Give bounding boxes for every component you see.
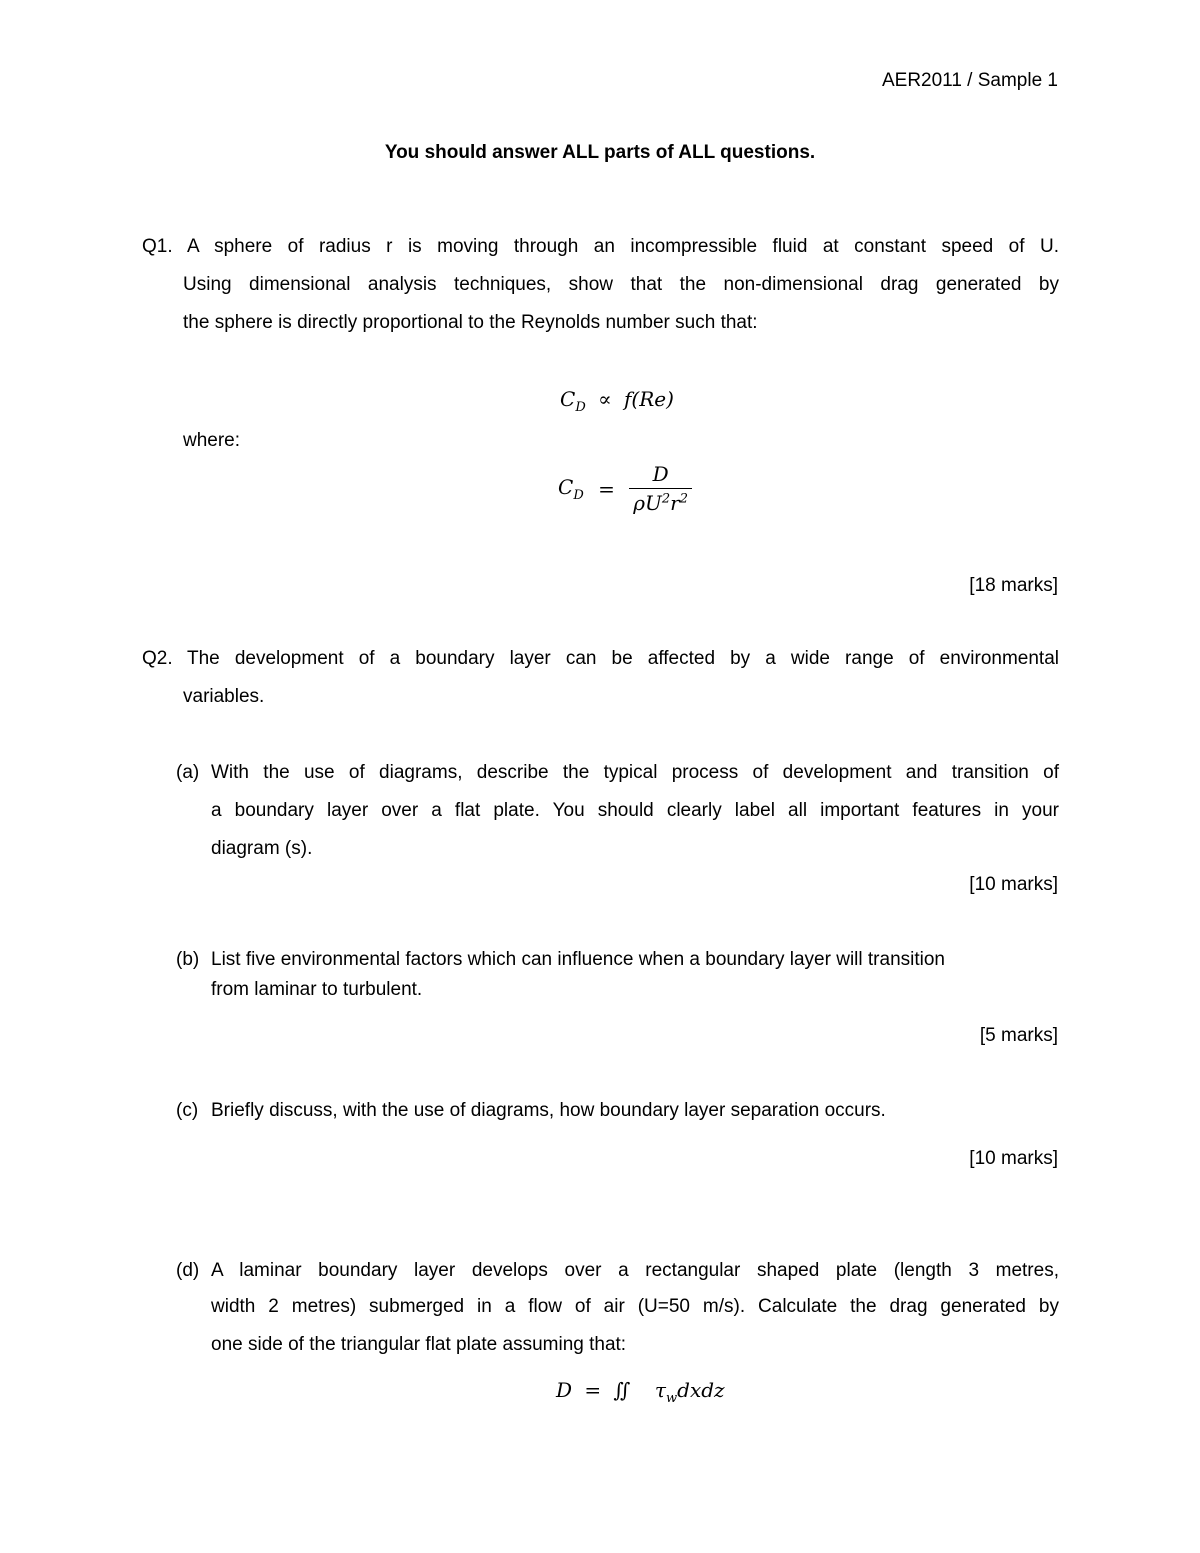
part-c-label: (c) (176, 1100, 199, 1121)
part-b-line: List five environmental factors which can influence when a boundary layer will transition (211, 949, 945, 970)
part-a-line: diagram (s). (211, 838, 313, 859)
question-1-marks: [18 marks] (969, 575, 1058, 596)
page-header: AER2011 / Sample 1 (881, 70, 1058, 91)
question-2-number: Q2. (142, 648, 173, 669)
equation-drag-integral: D = ∬ $\tau_wdxdz$ (556, 1378, 725, 1406)
question-2-line: variables. (183, 686, 265, 707)
equation-drag-proportional: $C_D \propto f(Re)$ (560, 387, 674, 415)
part-b-line: from laminar to turbulent. (211, 979, 423, 1000)
exam-instruction: You should answer ALL parts of ALL questions. (384, 142, 816, 163)
where-label: where: (183, 430, 241, 451)
part-a-label: (a) (176, 762, 200, 783)
part-a-marks: [10 marks] (969, 874, 1058, 895)
part-b-label: (b) (176, 949, 200, 970)
part-b-marks: [5 marks] (979, 1025, 1058, 1046)
part-d-label: (d) (176, 1260, 200, 1281)
question-1-number: Q1. (142, 236, 173, 257)
part-a-line: With the use of diagrams, describe the typical process of development and transition of (211, 762, 1059, 783)
part-d-line: A laminar boundary layer develops over a rectangular shaped plate (length 3 metres, (211, 1260, 1059, 1281)
part-a-line: a boundary layer over a flat plate. You should clearly label all important features in your (211, 800, 1059, 821)
part-d-line: one side of the triangular flat plate assuming that: (211, 1334, 627, 1355)
equation-drag-coefficient: $C_D$ = $\frac{D}{\rho U^2r^2}$ (558, 462, 692, 515)
part-d-line: width 2 metres) submerged in a flow of air (U=50 m/s). Calculate the drag generated by (211, 1296, 1059, 1317)
part-c-line: Briefly discuss, with the use of diagrams, how boundary layer separation occurs. (211, 1100, 886, 1121)
question-1-line: A sphere of radius r is moving through an incompressible fluid at constant speed of U. (187, 236, 1059, 257)
question-1-line: the sphere is directly proportional to the Reynolds number such that: (183, 312, 758, 333)
question-2-line: The development of a boundary layer can be affected by a wide range of environmental (187, 648, 1059, 669)
question-1-line: Using dimensional analysis techniques, show that the non-dimensional drag generated by (183, 274, 1059, 295)
part-c-marks: [10 marks] (969, 1148, 1058, 1169)
